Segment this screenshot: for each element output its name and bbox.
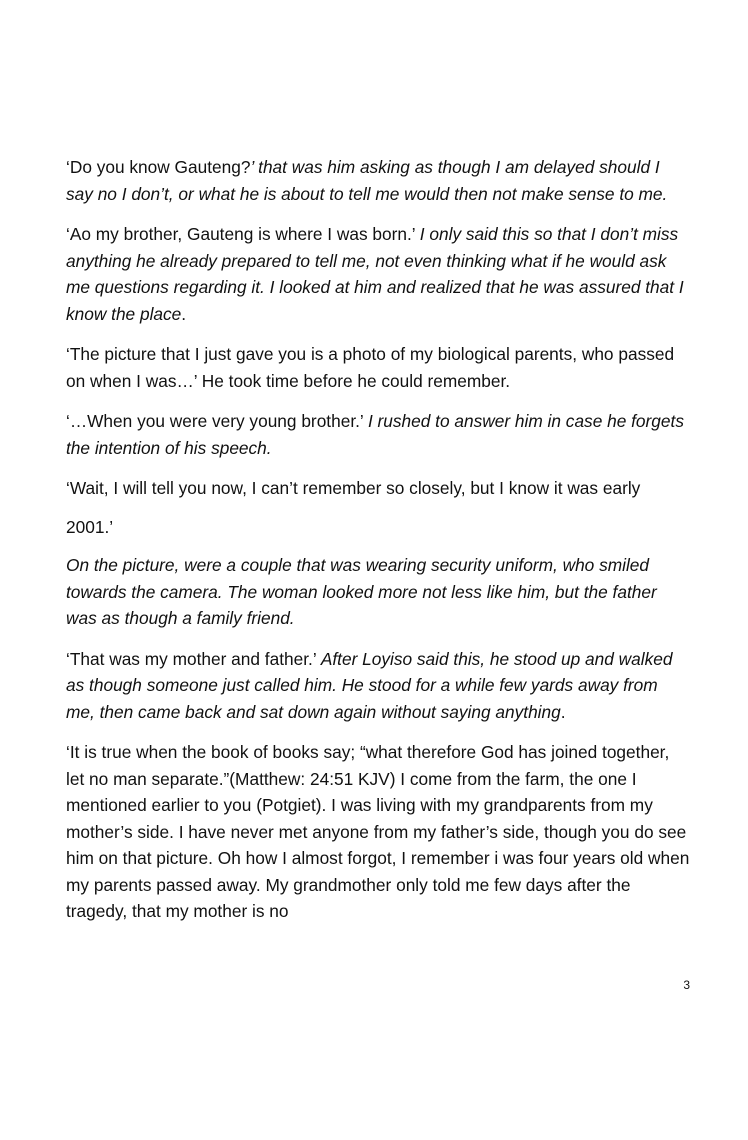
text-run: ‘Wait, I will tell you now, I can’t remember so closely, but I know it was early [66,478,641,498]
paragraph-3 [66,341,690,394]
text-run: ‘…When you were very young brother.’ [66,411,368,431]
paragraph-7 [66,552,690,632]
text-run: 2001.’ [66,516,114,537]
paragraph-1 [66,154,690,207]
italic-text-run: On the picture, were a couple that was wearing security uniform, who smiled towards the camera. The woman looked more not less like him, but the father was as though a family friend. [66,555,657,628]
body-text [66,154,690,939]
text-run: ‘Do you know Gauteng? [66,157,251,177]
text-run: . [560,701,566,722]
text-run: ‘That was my mother and father.’ [66,648,321,669]
paragraph-8 [66,646,690,726]
text-run: ‘The picture that I just gave you is a photo of my biological parents, who passed on when I was…’ He took time before he could remember. [66,344,675,391]
text-run: ‘It is true when the book of books say; “what therefore God has joined together, let no man separate.”(Matthew: 24:51 KJV) I come from the farm, the one I mentioned earlier to you (Potgiet). I was living with my grandparents from my mother’s side. I have never met anyone from my father’s side, though you do see him on that picture. Oh how I almost forgot, I remember i was four years old when my parents passed away. My grandmother only told me few days after the tragedy, that my mother is no [66,742,690,921]
page-number: 3 [683,978,690,992]
paragraph-4 [66,408,690,461]
italic-text-run: I rushed to answer him in case he forgets the intention of his speech. [66,411,684,458]
italic-text-run: ’ that was him asking as though I am delayed should I say no I don’t, or what he is about to tell me would then not make sense to me. [66,157,668,204]
paragraph-2 [66,221,690,327]
paragraph-9 [66,739,690,925]
paragraph-5 [66,475,690,502]
paragraph-6 [66,514,690,541]
italic-text-run: I only said this so that I don’t miss anything he already prepared to tell me, not even thinking what if he would ask me questions regarding it. I looked at him and realized that he was assured that I know the place [66,224,684,324]
italic-text-run: After Loyiso said this, he stood up and walked as though someone just called him. He stood for a while few yards away from me, then came back and sat down again without saying anything [66,648,673,722]
text-run: ‘Ao my brother, Gauteng is where I was born.’ [66,224,420,244]
text-run: . [181,303,187,324]
